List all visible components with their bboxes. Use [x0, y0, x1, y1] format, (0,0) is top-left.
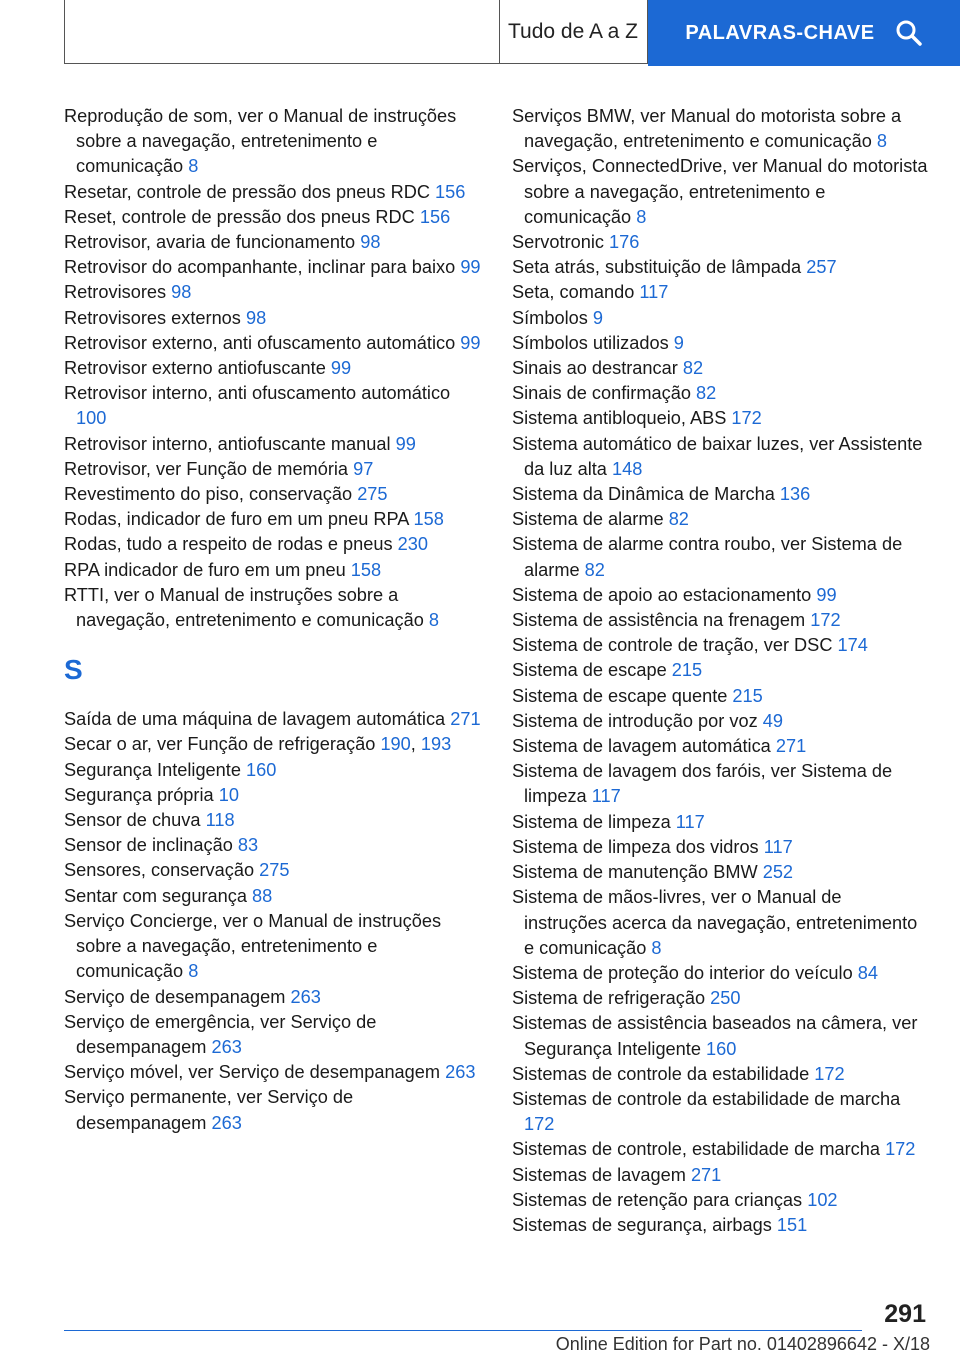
page-link[interactable]: 49: [762, 710, 783, 731]
index-entry: [512, 331, 928, 356]
page-link[interactable]: 83: [237, 835, 259, 856]
index-entry: [512, 1087, 928, 1137]
index-entry-text: Serviços, ConnectedDrive, ver Manual do motorista sobre a navegação, entretenimento e comunicação: [512, 156, 928, 227]
index-entry: [64, 482, 482, 507]
page-link[interactable]: 263: [445, 1062, 476, 1083]
page-link[interactable]: 97: [353, 458, 374, 479]
index-entry: [64, 507, 482, 532]
index-entry-text: Sistemas de assistência baseados na câmera, ver Segurança Inteligente: [512, 1013, 918, 1059]
page-link[interactable]: 82: [696, 383, 717, 404]
index-entry: [64, 432, 482, 457]
index-entry: [512, 1011, 928, 1061]
index-entry-text: Saída de uma máquina de lavagem automática: [64, 709, 451, 730]
page-link[interactable]: 156: [419, 206, 451, 227]
page-link[interactable]: 82: [668, 509, 689, 530]
index-entry: [64, 180, 482, 205]
index-entry-text: Retrovisor interno, anti ofuscamento automático: [64, 383, 451, 404]
index-entry: [64, 1010, 482, 1060]
index-entry-text: RPA indicador de furo em um pneu: [64, 559, 351, 580]
index-entry-text: Serviços BMW, ver Manual do motorista sobre a navegação, entretenimento e comunicação: [512, 106, 902, 152]
index-entry-text: Sistema de proteção do interior do veículo: [512, 962, 858, 983]
index-entry-text: Símbolos utilizados: [512, 332, 674, 353]
page-link[interactable]: 172: [810, 610, 841, 631]
index-entry-text: Sistema de refrigeração: [512, 988, 711, 1009]
page-link[interactable]: 88: [252, 885, 273, 906]
index-entry-text: Retrovisor, avaria de funcionamento: [64, 232, 361, 253]
page-link[interactable]: 176: [609, 232, 640, 253]
index-entry: [512, 230, 928, 255]
index-entry: [512, 432, 928, 482]
page-link[interactable]: 118: [205, 810, 235, 831]
page-link[interactable]: 193: [420, 734, 452, 755]
index-entry-text: Sistema antibloqueio, ABS: [512, 408, 732, 429]
index-entry-text: Segurança Inteligente: [64, 759, 247, 780]
index-entry: [64, 205, 482, 230]
page-link[interactable]: 250: [710, 988, 741, 1009]
index-entry-text: Serviço Concierge, ver o Manual de instruções sobre a navegação, entretenimento e comunicação: [64, 910, 442, 982]
page-link[interactable]: 156: [435, 181, 466, 202]
index-column-right: [512, 104, 928, 1238]
index-entry: [64, 909, 482, 985]
index-entry-text: Retrovisores: [64, 282, 172, 303]
index-entry-text: Sistema de introdução por voz: [512, 710, 763, 731]
index-entry-text: Sensores, conservação: [64, 860, 260, 881]
index-entry: [64, 985, 482, 1010]
index-entry: [512, 810, 928, 835]
page-link[interactable]: 271: [690, 1164, 722, 1185]
index-entry: [512, 482, 928, 507]
index-entry: [64, 104, 482, 180]
page-link[interactable]: 117: [763, 836, 793, 857]
index-entry-text: Rodas, indicador de furo em um pneu RPA: [64, 509, 414, 530]
page-link[interactable]: 172: [814, 1063, 845, 1084]
page-link[interactable]: 257: [806, 257, 837, 278]
tab-keywords[interactable]: [648, 0, 960, 66]
index-entry-text: Rodas, tudo a respeito de rodas e pneus: [64, 534, 398, 555]
index-entry: [64, 457, 482, 482]
tab-a-to-z[interactable]: Tudo de A a Z: [499, 0, 648, 64]
index-entry-text: Resetar, controle de pressão dos pneus RDC: [64, 181, 436, 202]
index-entry-text: Segurança própria: [64, 784, 219, 805]
index-entry: [512, 1062, 928, 1087]
page-link[interactable]: 10: [218, 784, 239, 805]
tab-blank: [64, 0, 500, 64]
page-link[interactable]: 102: [807, 1189, 838, 1210]
index-entry-text: Retrovisor do acompanhante, inclinar para baixo: [64, 257, 461, 278]
index-entry-text: Sentar com segurança: [64, 885, 253, 906]
page-link[interactable]: 275: [259, 860, 290, 881]
index-entry: [512, 961, 928, 986]
index-entry: [512, 860, 928, 885]
index-entry: [64, 833, 482, 858]
page-link[interactable]: 99: [330, 358, 352, 379]
index-entry-text: Retrovisor interno, antiofuscante manual: [64, 433, 396, 454]
index-entry-text: Sistemas de segurança, airbags: [512, 1214, 777, 1235]
index-entry-text: Retrovisor externo, anti ofuscamento automático: [64, 332, 461, 353]
index-entry: [512, 1188, 928, 1213]
index-entry: [512, 356, 928, 381]
footer-edition: [0, 1334, 930, 1355]
page-link[interactable]: 271: [775, 736, 807, 757]
index-entry-text: Serviço permanente, ver Serviço de desempanagem: [64, 1087, 354, 1133]
index-entry-text: Sistema da Dinâmica de Marcha: [512, 484, 780, 505]
index-entry: [512, 154, 928, 230]
page-link[interactable]: 158: [413, 509, 444, 530]
index-entry-text: Sistema de manutenção BMW: [512, 862, 763, 883]
index-entry: [512, 734, 928, 759]
page-link[interactable]: 215: [732, 685, 763, 706]
index-entry: [512, 1163, 928, 1188]
index-entry-text: Sistema de controle de tração, ver DSC: [512, 635, 838, 656]
index-entry-text: Sistemas de retenção para crianças: [512, 1189, 808, 1210]
index-entry: [64, 255, 482, 280]
page-link[interactable]: 9: [673, 332, 684, 353]
index-entry: [512, 255, 928, 280]
index-entry: [64, 381, 482, 431]
index-entry-text: Sistema de apoio ao estacionamento: [512, 584, 817, 605]
page-link[interactable]: 8: [636, 206, 647, 227]
page-link[interactable]: 84: [857, 962, 878, 983]
index-entry: [512, 759, 928, 809]
page-link[interactable]: 190: [380, 734, 411, 755]
footer-edition-text: Online Edition for Part no. 01402896642 - X/18: [555, 1334, 930, 1354]
page-link[interactable]: 99: [460, 332, 481, 353]
index-entry: [512, 885, 928, 961]
index-entry-text: Sistemas de controle da estabilidade: [512, 1063, 815, 1084]
tab-keywords-label: PALAVRAS-CHAVE: [685, 21, 875, 44]
page-link[interactable]: 174: [837, 635, 868, 656]
page-link[interactable]: 99: [460, 257, 481, 278]
index-entry-text: Sinais ao destrancar: [512, 358, 683, 379]
index-entry-text: Sensor de chuva: [64, 810, 206, 831]
index-entry: [512, 507, 928, 532]
index-entry-text: Serviço de desempanagem: [64, 986, 291, 1007]
search-icon: [895, 19, 923, 47]
page-number: 291: [884, 1300, 926, 1328]
index-entry-text: Sistema de escape: [512, 660, 672, 681]
index-entry: [64, 707, 482, 732]
page-link[interactable]: 172: [524, 1114, 555, 1135]
index-entry: [64, 1060, 482, 1085]
index-entry-text: Revestimento do piso, conservação: [64, 484, 358, 505]
page-link[interactable]: 8: [428, 610, 439, 631]
index-entry: [512, 608, 928, 633]
page-link[interactable]: 82: [682, 358, 704, 379]
index-entry: [64, 558, 482, 583]
index-entry-text: Sistema de lavagem dos faróis, ver Sistema de limpeza: [512, 761, 893, 807]
index-entry-text: Servotronic: [512, 232, 610, 253]
index-entry: [64, 532, 482, 557]
index-entry: [512, 280, 928, 305]
index-entry-text: Sensor de inclinação: [64, 835, 238, 856]
page-link[interactable]: 263: [211, 1036, 242, 1057]
index-entry-text: Serviço de emergência, ver Serviço de desempanagem: [64, 1011, 377, 1057]
index-entry-text: Sistema de alarme contra roubo, ver Sistema de alarme: [512, 534, 903, 580]
page-link[interactable]: 117: [675, 811, 705, 832]
index-entry: [64, 583, 482, 633]
page-link[interactable]: 136: [779, 484, 811, 505]
index-entry-text: Retrovisor externo antiofuscante: [64, 358, 331, 379]
index-entry: [64, 230, 482, 255]
page-link[interactable]: 99: [816, 584, 837, 605]
page-link[interactable]: 271: [450, 709, 481, 730]
index-entry: [64, 758, 482, 783]
page-link[interactable]: 99: [395, 433, 416, 454]
index-entry: [512, 104, 928, 154]
index-entry: [64, 280, 482, 305]
index-entry: [512, 1137, 928, 1162]
page-link[interactable]: 148: [611, 458, 643, 479]
page-link[interactable]: 117: [639, 282, 669, 303]
index-entry: Secar o ar, ver Função de refrigeração 190, 193: [64, 734, 452, 755]
index-entry-text: Sistemas de lavagem: [512, 1164, 691, 1185]
index-entry: [512, 306, 928, 331]
page-link[interactable]: 158: [350, 559, 382, 580]
index-entry: [512, 684, 928, 709]
index-entry: [512, 986, 928, 1011]
index-entry: [512, 532, 928, 582]
page-link[interactable]: 160: [246, 759, 277, 780]
header-bar: [0, 0, 960, 66]
index-entry-text: Reprodução de som, ver o Manual de instruções sobre a navegação, entretenimento e comunicação: [64, 106, 457, 177]
index-entry-text: Sistema de limpeza: [512, 811, 676, 832]
index-entry: [512, 583, 928, 608]
index-entry-text: Retrovisor, ver Função de memória: [64, 458, 354, 479]
page-link[interactable]: 98: [171, 282, 192, 303]
page-link[interactable]: 9: [592, 307, 603, 328]
index-entry-text: Sistema automático de baixar luzes, ver Assistente da luz alta: [512, 433, 923, 479]
page-link[interactable]: 160: [706, 1038, 737, 1059]
index-entry: [64, 331, 482, 356]
index-section-letter: S: [64, 654, 83, 686]
index-entry-text: RTTI, ver o Manual de instruções sobre a navegação, entretenimento e comunicação: [64, 584, 429, 631]
index-entry-text: Seta, comando: [512, 282, 640, 303]
index-entry: [64, 306, 482, 331]
page-link[interactable]: 8: [876, 131, 887, 152]
index-column-left: [64, 104, 482, 1136]
page-link[interactable]: 215: [671, 660, 703, 681]
index-entry: [512, 633, 928, 658]
index-entry-text: Sistema de limpeza dos vidros: [512, 836, 764, 857]
index-entry: [64, 356, 482, 381]
footer-divider: [64, 1330, 862, 1331]
index-entry: [64, 783, 482, 808]
index-entry-text: Símbolos: [512, 307, 593, 328]
page-link[interactable]: 230: [397, 534, 429, 555]
page-link[interactable]: 172: [731, 408, 762, 429]
index-entry-text: Retrovisores externos: [64, 307, 246, 328]
page-link[interactable]: 98: [245, 307, 267, 328]
index-entry: [64, 858, 482, 883]
page-link[interactable]: 263: [211, 1112, 242, 1133]
index-entry-text: Sistema de escape quente: [512, 685, 733, 706]
page-link[interactable]: 151: [776, 1214, 808, 1235]
index-entry: [512, 658, 928, 683]
page-link[interactable]: 172: [885, 1139, 916, 1160]
page-link[interactable]: 8: [651, 937, 662, 958]
index-entry-text: Serviço móvel, ver Serviço de desempanagem: [64, 1062, 446, 1083]
index-entry: [64, 884, 482, 909]
index-entry-text: Secar o ar, ver Função de refrigeração: [64, 734, 381, 755]
index-entry: [64, 808, 482, 833]
index-entry-text: Sistema de lavagem automática: [512, 736, 776, 757]
page-link[interactable]: 98: [360, 232, 381, 253]
index-entry: [512, 1213, 928, 1238]
index-entry-text: Reset, controle de pressão dos pneus RDC: [64, 206, 420, 227]
index-entry-text: Sistemas de controle, estabilidade de marcha: [512, 1139, 886, 1160]
page-link[interactable]: 263: [290, 986, 321, 1007]
index-entry-text: Sistemas de controle da estabilidade de marcha: [512, 1088, 901, 1109]
page-link[interactable]: 100: [76, 408, 107, 429]
page-link[interactable]: 275: [357, 484, 388, 505]
page-link[interactable]: 8: [188, 961, 199, 982]
page-link[interactable]: 82: [584, 559, 605, 580]
index-entry-text: Sistema de assistência na frenagem: [512, 610, 811, 631]
page-link[interactable]: 252: [762, 862, 794, 883]
index-entry-text: Sistema de mãos-livres, ver o Manual de instruções acerca da navegação, entretenimento e comunicação: [512, 887, 918, 958]
index-entry: [64, 1085, 482, 1135]
index-entry-text: Seta atrás, substituição de lâmpada: [512, 257, 807, 278]
index-entry: [512, 381, 928, 406]
index-entry-text: Sistema de alarme: [512, 509, 669, 530]
index-entry: [512, 835, 928, 860]
index-entry: [512, 709, 928, 734]
page-link[interactable]: 117: [591, 786, 621, 807]
index-entry: [512, 406, 928, 431]
index-entry-text: Sinais de confirmação: [512, 383, 696, 404]
page-link[interactable]: 8: [188, 156, 199, 177]
